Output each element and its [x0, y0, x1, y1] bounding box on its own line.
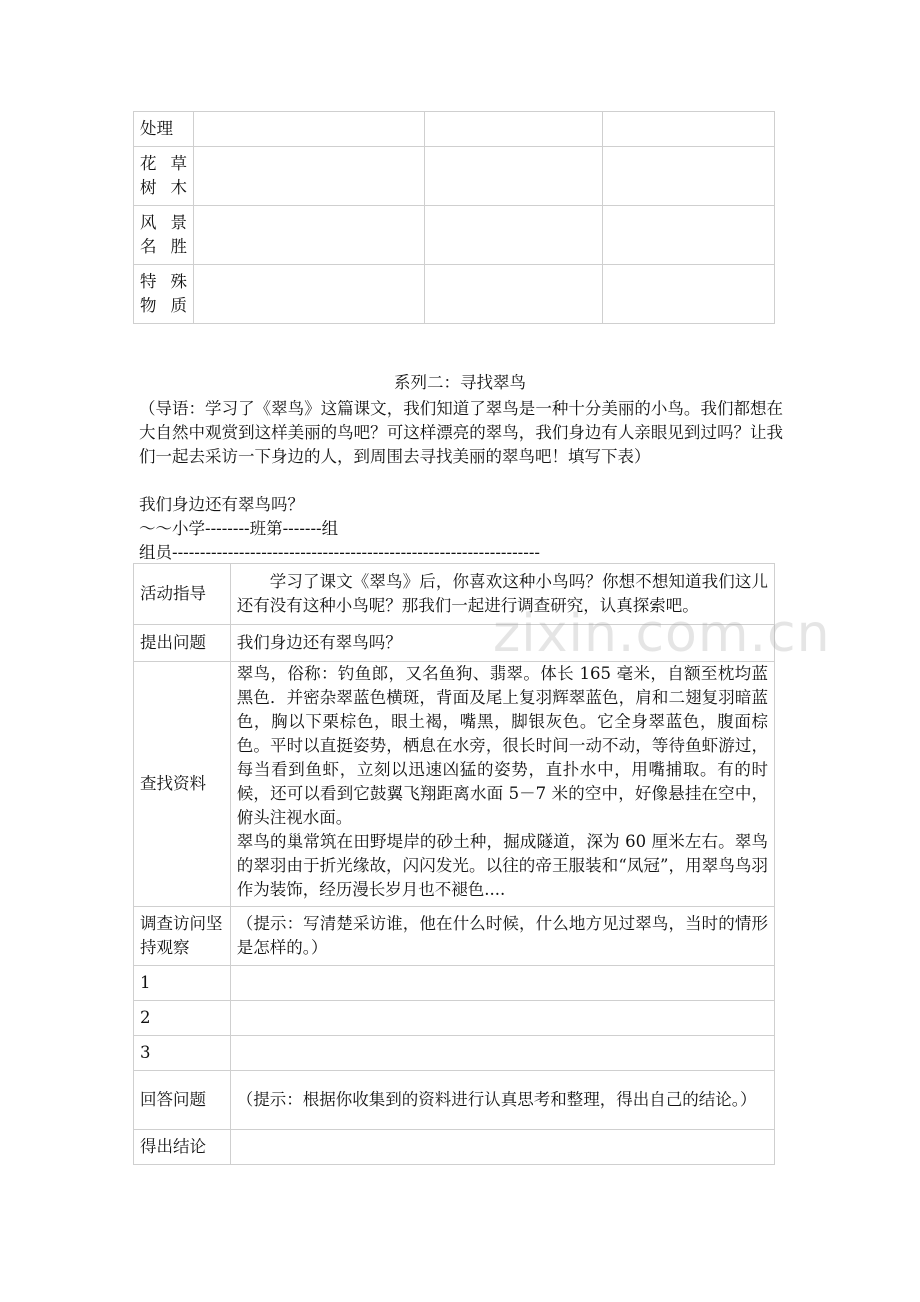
research-text: 翠鸟，俗称：钓鱼郎，又名鱼狗、翡翠。体长 165 毫米，自额至枕均蓝黑色．并密杂翠蓝色横斑，背面及尾上复羽辉翠蓝色，肩和二翅复羽暗蓝色，胸以下栗棕色，眼土褐，嘴黑，脚银灰色。它全身翠蓝色，腹面棕色。平时以直挺姿势，栖息在水旁，很长时间一动不动，等待鱼虾游过，每当看到鱼虾，立刻以迅速凶猛的姿势，直扑水中，用嘴捕取。有的时候，还可以看到它鼓翼飞翔距离水面 5－7 米的空中，好像悬挂在空中，俯头注视水面。 翠鸟的巢常筑在田野堤岸的砂土种，掘成隧道，深为 60 厘米左右。翠鸟的翠羽由于折光缘故，闪闪发光。以往的帝王服装和“凤冠”，用翠鸟鸟羽作为装饰，经历漫长岁月也不褪色.... — [230, 662, 774, 907]
table-row — [134, 112, 775, 147]
table-cell — [230, 966, 774, 1001]
table-row — [134, 564, 775, 625]
table-cell — [602, 112, 774, 147]
row-label: 花 草 树木 — [134, 147, 194, 206]
category-table — [133, 111, 775, 324]
table-cell — [425, 206, 602, 265]
table-cell — [425, 112, 602, 147]
table-row — [134, 1036, 775, 1071]
intro-paragraph: （导语：学习了《翠鸟》这篇课文，我们知道了翠鸟是一种十分美丽的小鸟。我们都想在大自然中观赏到这样美丽的鸟吧？可这样漂亮的翠鸟，我们身边有人亲眼见到过吗？让我们一起去采访一下身边的人，到周围去寻找美丽的翠鸟吧！填写下表） — [139, 399, 783, 466]
table-cell — [602, 147, 774, 206]
row-number: 3 — [134, 1036, 231, 1071]
table-cell — [602, 206, 774, 265]
question-label: 提出问题 — [134, 625, 231, 662]
watermark: zixin.com.cn — [493, 604, 831, 664]
conclusion-label: 得出结论 — [134, 1130, 231, 1165]
table-row — [134, 662, 775, 907]
row-label: 特 殊 物质 — [134, 265, 194, 324]
activity-text: 学习了课文《翠鸟》后，你喜欢这种小鸟吗？你想不想知道我们这儿还有没有这种小鸟呢？那我们一起进行调查研究，认真探索吧。 — [230, 564, 774, 625]
survey-hint: （提示：写清楚采访谁，他在什么时候，什么地方见过翠鸟，当时的情形是怎样的。） — [230, 907, 774, 966]
answer-label: 回答问题 — [134, 1071, 231, 1130]
row-number: 2 — [134, 1001, 231, 1036]
table-row — [134, 1130, 775, 1165]
activity-label: 活动指导 — [134, 564, 231, 625]
table-row — [134, 907, 775, 966]
table-cell — [230, 1036, 774, 1071]
table-cell — [230, 1130, 774, 1165]
answer-hint: （提示：根据你收集到的资料进行认真思考和整理，得出自己的结论。） — [230, 1071, 774, 1130]
row-label: 处理 — [134, 112, 194, 147]
section-title: 系列二：寻找翠鸟 — [394, 373, 526, 392]
members-line: 组员------------------------------------------------------------------ — [139, 543, 540, 562]
table-cell — [602, 265, 774, 324]
question-line: 我们身边还有翠鸟吗？ — [139, 495, 304, 514]
table-row — [134, 265, 775, 324]
table-cell — [425, 147, 602, 206]
table-cell — [194, 265, 425, 324]
table-cell — [194, 206, 425, 265]
table-cell — [194, 112, 425, 147]
row-number: 1 — [134, 966, 231, 1001]
table-cell — [230, 1001, 774, 1036]
table-row — [134, 147, 775, 206]
school-line: ～～小学--------班第-------组 — [139, 519, 339, 538]
row-label: 风 景 名胜 — [134, 206, 194, 265]
activity-table — [133, 563, 775, 1165]
table-cell — [194, 147, 425, 206]
question-text: 我们身边还有翠鸟吗？ — [230, 625, 774, 662]
table-row — [134, 625, 775, 662]
table-row — [134, 966, 775, 1001]
survey-label: 调查访问坚持观察 — [134, 907, 231, 966]
table-row — [134, 1071, 775, 1130]
research-label: 查找资料 — [134, 662, 231, 907]
table-cell — [425, 265, 602, 324]
table-row — [134, 1001, 775, 1036]
table-row — [134, 206, 775, 265]
